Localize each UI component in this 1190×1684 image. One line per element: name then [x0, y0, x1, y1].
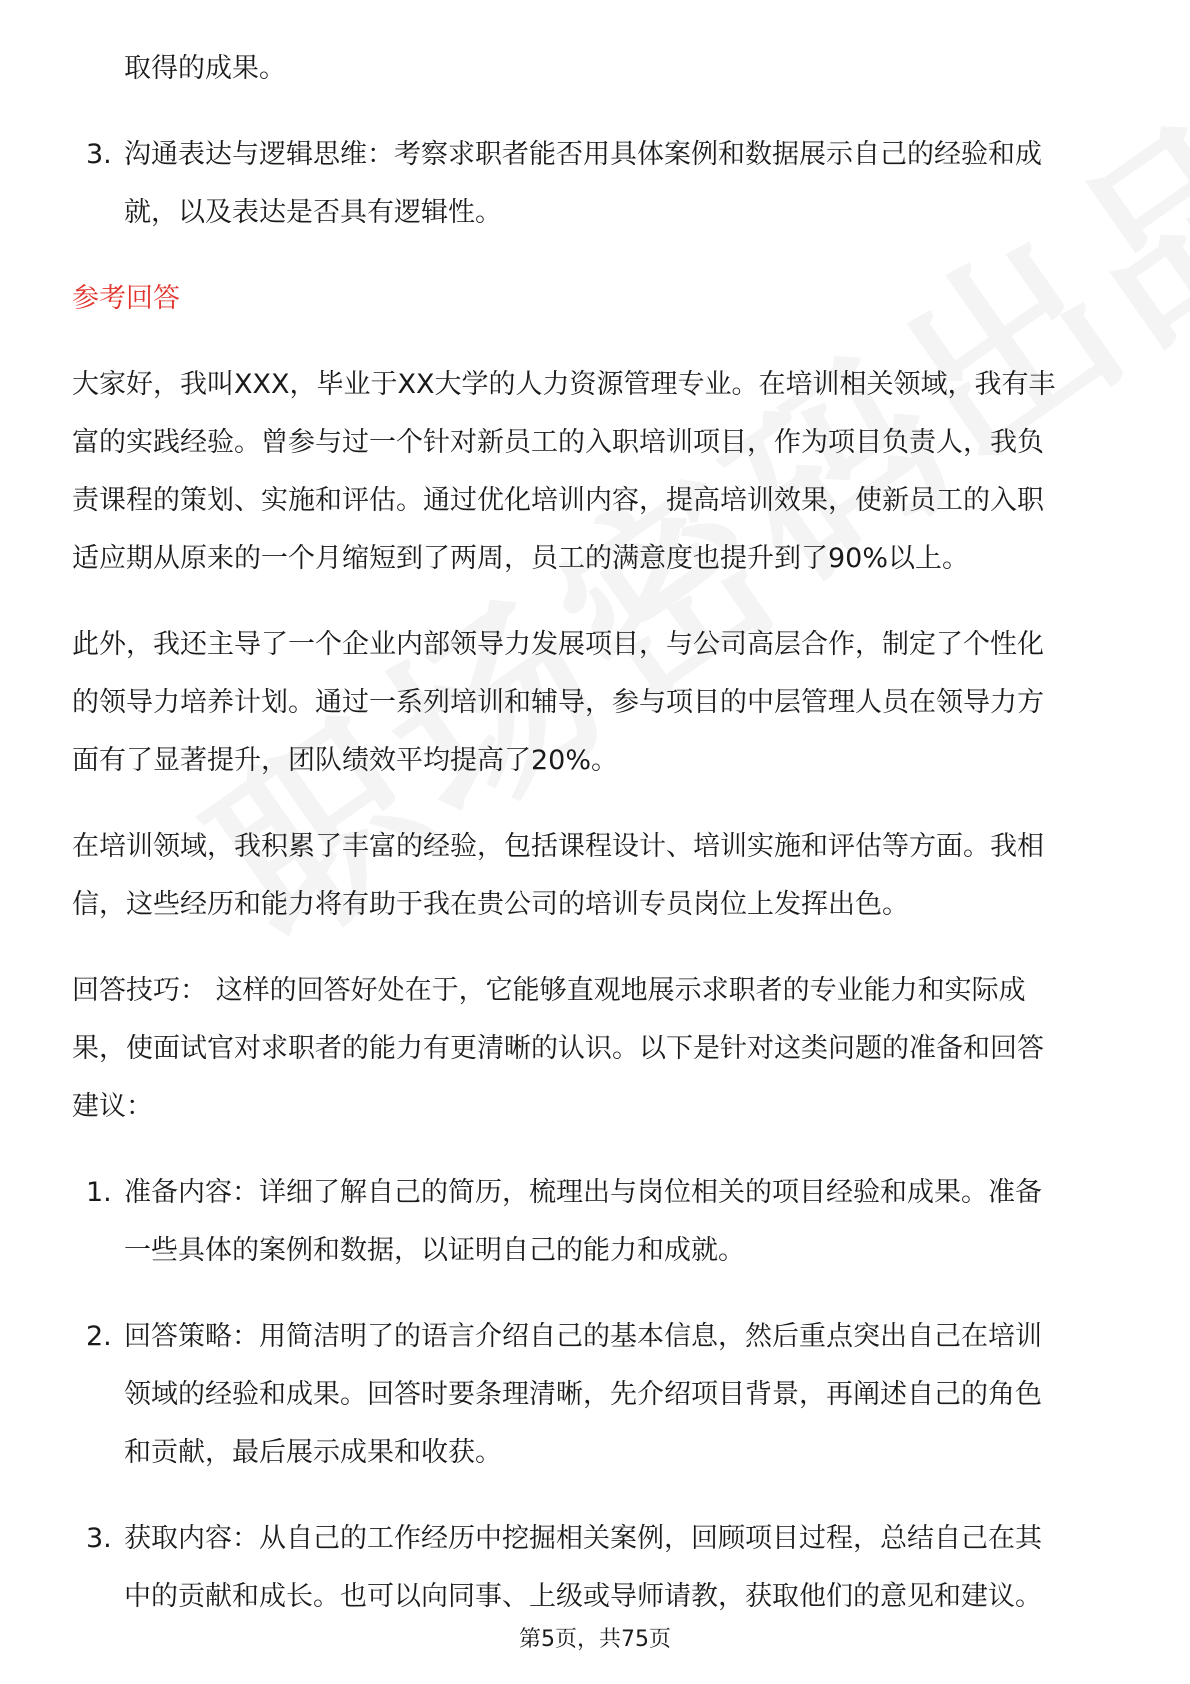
continued-fragment [72, 40, 1120, 98]
text-line: 就，以及表达是否具有逻辑性。 [124, 197, 502, 228]
answer-paragraph-1 [72, 356, 1120, 588]
text-line: 回答策略：用简洁明了的语言介绍自己的基本信息，然后重点突出自己在培训 [124, 1321, 1042, 1352]
text-line: 建议： [72, 1091, 153, 1122]
tip-item-3 [72, 1510, 1120, 1626]
criteria-item-3 [72, 126, 1120, 242]
list-number: 3. [86, 139, 112, 170]
list-number: 1. [86, 1177, 112, 1208]
text-line: 取得的成果。 [124, 53, 286, 84]
text-line: 果，使面试官对求职者的能力有更清晰的认识。以下是针对这类问题的准备和回答 [72, 1033, 1044, 1064]
text-line: 获取内容：从自己的工作经历中挖掘相关案例，回顾项目过程，总结自己在其 [124, 1523, 1042, 1554]
text-line: 回答技巧： 这样的回答好处在于，它能够直观地展示求职者的专业能力和实际成 [72, 975, 1026, 1006]
text-line: 沟通表达与逻辑思维：考察求职者能否用具体案例和数据展示自己的经验和成 [124, 139, 1042, 170]
answer-paragraph-3 [72, 818, 1120, 934]
list-number: 2. [86, 1321, 112, 1352]
answer-tips-paragraph [72, 962, 1120, 1136]
list-number: 3. [86, 1523, 112, 1554]
text-line: 一些具体的案例和数据，以证明自己的能力和成就。 [124, 1235, 745, 1266]
text-line: 富的实践经验。曾参与过一个针对新员工的入职培训项目，作为项目负责人，我负 [72, 427, 1044, 458]
list-item-body [124, 1308, 1120, 1482]
answer-paragraph-2 [72, 616, 1120, 790]
list-item-body [124, 1164, 1120, 1280]
text-line: 和贡献，最后展示成果和收获。 [124, 1437, 502, 1468]
text-line: 面有了显著提升，团队绩效平均提高了20%。 [72, 745, 619, 776]
text-line: 适应期从原来的一个月缩短到了两周，员工的满意度也提升到了90%以上。 [72, 543, 970, 574]
text-line: 在培训领域，我积累了丰富的经验，包括课程设计、培训实施和评估等方面。我相 [72, 831, 1044, 862]
list-item-body [124, 1510, 1120, 1626]
page-content [72, 40, 1120, 1654]
text-line: 中的贡献和成长。也可以向同事、上级或导师请教，获取他们的意见和建议。 [124, 1581, 1042, 1612]
list-item-body [124, 126, 1120, 242]
section-heading: 参考回答 [72, 283, 180, 314]
page-number-footer: 第5页，共75页 [519, 1627, 671, 1652]
text-line: 信，这些经历和能力将有助于我在贵公司的培训专员岗位上发挥出色。 [72, 889, 909, 920]
text-line: 大家好，我叫XXX，毕业于XX大学的人力资源管理专业。在培训相关领域，我有丰 [72, 369, 1056, 400]
text-line: 此外，我还主导了一个企业内部领导力发展项目，与公司高层合作，制定了个性化 [72, 629, 1044, 660]
tip-item-2 [72, 1308, 1120, 1482]
text-line: 领域的经验和成果。回答时要条理清晰，先介绍项目背景，再阐述自己的角色 [124, 1379, 1042, 1410]
text-line: 准备内容：详细了解自己的简历，梳理出与岗位相关的项目经验和成果。准备 [124, 1177, 1042, 1208]
text-line: 责课程的策划、实施和评估。通过优化培训内容，提高培训效果，使新员工的入职 [72, 485, 1044, 516]
text-line: 的领导力培养计划。通过一系列培训和辅导，参与项目的中层管理人员在领导力方 [72, 687, 1044, 718]
tip-item-1 [72, 1164, 1120, 1280]
